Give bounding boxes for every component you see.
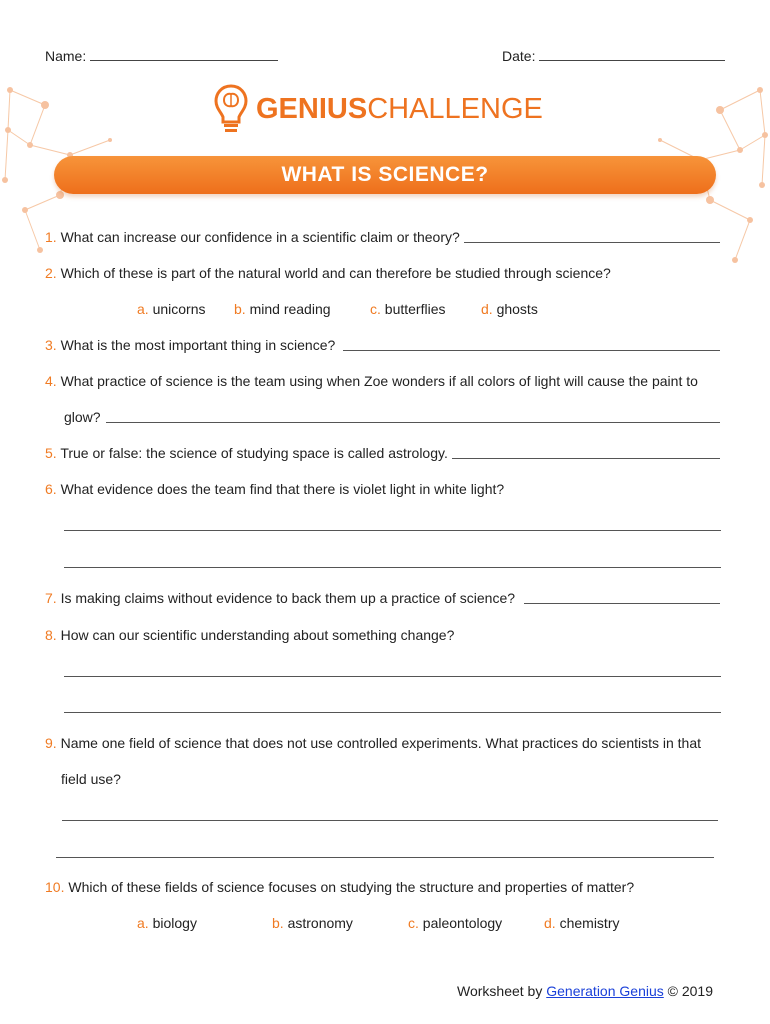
- answer-line-4[interactable]: [106, 422, 720, 423]
- footer: [457, 983, 713, 999]
- question-number: 5.: [45, 445, 57, 461]
- question-5: [45, 445, 448, 461]
- question-text: Name one field of science that does not use controlled experiments. What practices do scientists in that: [60, 735, 702, 751]
- option-2d[interactable]: [481, 301, 538, 317]
- option-text: unicorns: [152, 301, 206, 317]
- option-2a[interactable]: [137, 301, 206, 317]
- question-text: How can our scientific understanding about something change?: [60, 627, 455, 643]
- logo-text: [256, 93, 543, 126]
- question-text: What practice of science is the team using when Zoe wonders if all colors of light will cause the paint to: [60, 373, 698, 389]
- option-text: ghosts: [496, 301, 538, 317]
- option-letter: d.: [481, 301, 493, 317]
- question-6: [45, 481, 504, 497]
- question-number: 2.: [45, 265, 57, 281]
- answer-line-6a[interactable]: [64, 530, 721, 531]
- option-10b[interactable]: [272, 915, 353, 931]
- footer-prefix: Worksheet by: [457, 983, 543, 999]
- question-4: [45, 373, 698, 389]
- option-letter: b.: [234, 301, 246, 317]
- option-2c[interactable]: [370, 301, 445, 317]
- option-letter: a.: [137, 301, 149, 317]
- question-number: 7.: [45, 590, 57, 606]
- answer-line-6b[interactable]: [64, 567, 721, 568]
- answer-line-3[interactable]: [343, 350, 720, 351]
- date-field[interactable]: [502, 48, 725, 64]
- answer-line-9b[interactable]: [56, 857, 714, 858]
- answer-line-7[interactable]: [524, 603, 720, 604]
- option-text: paleontology: [422, 915, 503, 931]
- question-4-continued: glow?: [64, 409, 101, 425]
- question-10: [45, 879, 634, 895]
- question-text: What is the most important thing in science?: [60, 337, 336, 353]
- question-text: Which of these fields of science focuses on studying the structure and properties of matter?: [68, 879, 635, 895]
- question-text: Which of these is part of the natural world and can therefore be studied through science?: [60, 265, 611, 281]
- option-10a[interactable]: [137, 915, 197, 931]
- name-label: Name:: [45, 48, 87, 64]
- logo-light: CHALLENGE: [367, 93, 543, 125]
- question-text: What can increase our confidence in a scientific claim or theory?: [60, 229, 460, 245]
- question-text: What evidence does the team find that there is violet light in white light?: [60, 481, 505, 497]
- question-number: 3.: [45, 337, 57, 353]
- title-banner: [54, 156, 716, 194]
- answer-line-1[interactable]: [464, 242, 720, 243]
- question-number: 1.: [45, 229, 57, 245]
- name-field[interactable]: [45, 48, 278, 64]
- answer-line-8b[interactable]: [64, 712, 721, 713]
- option-text: chemistry: [559, 915, 620, 931]
- answer-line-5[interactable]: [452, 458, 720, 459]
- option-letter: c.: [408, 915, 419, 931]
- question-3: [45, 337, 335, 353]
- option-letter: b.: [272, 915, 284, 931]
- option-text: astronomy: [287, 915, 353, 931]
- lightbulb-brain-icon: [214, 84, 248, 136]
- option-letter: c.: [370, 301, 381, 317]
- option-2b[interactable]: [234, 301, 331, 317]
- answer-line-8a[interactable]: [64, 676, 721, 677]
- question-number: 9.: [45, 735, 57, 751]
- question-number: 10.: [45, 879, 65, 895]
- option-10c[interactable]: [408, 915, 502, 931]
- generation-genius-link[interactable]: Generation Genius: [546, 983, 664, 999]
- question-number: 6.: [45, 481, 57, 497]
- option-10d[interactable]: [544, 915, 619, 931]
- option-text: butterflies: [384, 301, 446, 317]
- question-text: Is making claims without evidence to back them up a practice of science?: [60, 590, 516, 606]
- question-1: [45, 229, 460, 245]
- footer-copyright: © 2019: [667, 983, 714, 999]
- worksheet-title: WHAT IS SCIENCE?: [281, 163, 489, 186]
- option-letter: a.: [137, 915, 149, 931]
- date-label: Date:: [502, 48, 536, 64]
- answer-line-9a[interactable]: [62, 820, 718, 821]
- question-8: [45, 627, 454, 643]
- question-7: [45, 590, 515, 606]
- option-letter: d.: [544, 915, 556, 931]
- question-text: True or false: the science of studying space is called astrology.: [60, 445, 448, 461]
- question-9-continued: field use?: [61, 771, 121, 787]
- option-text: biology: [152, 915, 197, 931]
- question-2: [45, 265, 611, 281]
- question-number: 8.: [45, 627, 57, 643]
- question-9: [45, 735, 701, 751]
- logo-bold: GENIUS: [256, 93, 368, 125]
- option-text: mind reading: [249, 301, 331, 317]
- question-number: 4.: [45, 373, 57, 389]
